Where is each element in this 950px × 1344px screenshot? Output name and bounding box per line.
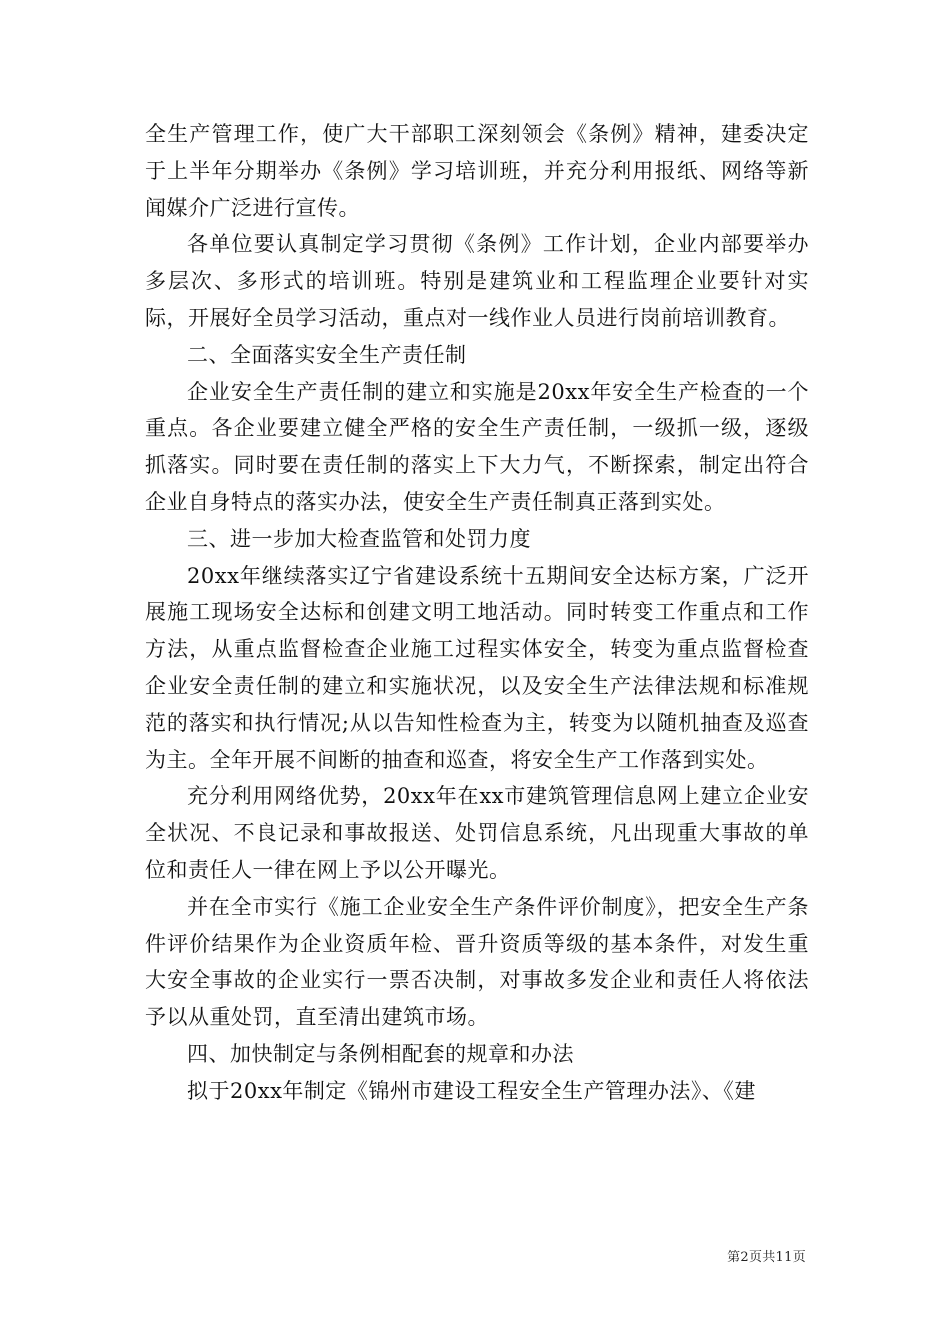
- section-heading-4: 四、加快制定与条例相配套的规章和办法: [187, 1041, 574, 1066]
- paragraph-network: 充分利用网络优势，20xx年在xx市建筑管理信息网上建立企业安全状况、不良记录和事故报送、处罚信息系统，凡出现重大事故的单位和责任人一律在网上予以公开曝光。: [145, 784, 809, 882]
- section-heading-3: 三、进一步加大检查监管和处罚力度: [187, 526, 531, 551]
- page-number-footer: 第2页共11页: [727, 1250, 806, 1265]
- paragraph-regulations: 拟于20xx年制定《锦州市建设工程安全生产管理办法》、《建: [187, 1078, 756, 1103]
- section-heading-2: 二、全面落实安全生产责任制: [187, 342, 467, 367]
- paragraph-inspection: 20xx年继续落实辽宁省建设系统十五期间安全达标方案，广泛开展施工现场安全达标和创建文明工地活动。同时转变工作重点和工作方法，从重点监督检查企业施工过程实体安全，转变为重点监督检查企业安全责任制的建立和实施状况，以及安全生产法律法规和标准规范的落实和执行情况;从以告知性检查为主，转变为以随机抽查及巡查为主。全年开展不间断的抽查和巡查，将安全生产工作落到实处。: [145, 563, 809, 772]
- paragraph-evaluation: 并在全市实行《施工企业安全生产条件评价制度》，把安全生产条件评价结果作为企业资质年检、晋升资质等级的基本条件，对发生重大安全事故的企业实行一票否决制，对事故多发企业和责任人将依法予以从重处罚，直至清出建筑市场。: [145, 894, 809, 1030]
- document-body: [145, 116, 809, 1110]
- paragraph-study-plan: 各单位要认真制定学习贯彻《条例》工作计划，企业内部要举办多层次、多形式的培训班。特别是建筑业和工程监理企业要针对实际，开展好全员学习活动，重点对一线作业人员进行岗前培训教育。: [145, 232, 809, 330]
- paragraph-continued: 全生产管理工作，使广大干部职工深刻领会《条例》精神，建委决定于上半年分期举办《条例》学习培训班，并充分利用报纸、网络等新闻媒介广泛进行宣传。: [145, 122, 809, 220]
- paragraph-responsibility: 企业安全生产责任制的建立和实施是20xx年安全生产检查的一个重点。各企业要建立健全严格的安全生产责任制，一级抓一级，逐级抓落实。同时要在责任制的落实上下大力气，不断探索，制定出符合企业自身特点的落实办法，使安全生产责任制真正落到实处。: [145, 379, 809, 514]
